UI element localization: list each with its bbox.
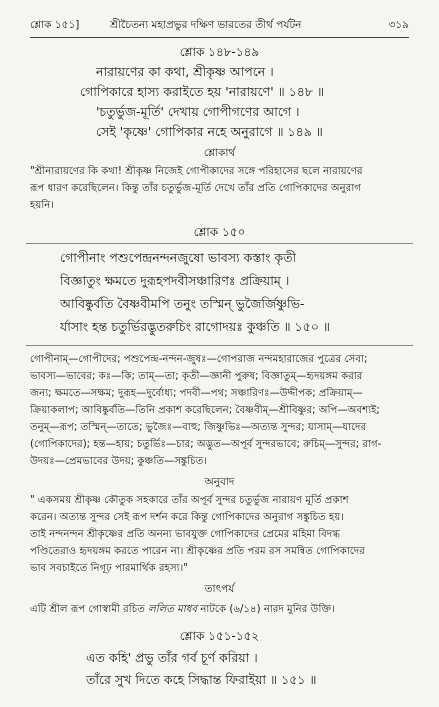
running-header [30,18,409,34]
verse-number: শ্লোক ১৫১-১৫২ [179,629,260,643]
translation-heading: অনুবাদ [204,476,235,488]
verse-number: শ্লোক ১৫০ [193,225,246,239]
sanskrit-line: বিজ্ঞাতুং ক্ষমতে দুরূহপদবীসঞ্চারিণঃ প্রক্রিয়াম্ । [60,273,290,288]
sanskrit-line: আবিষ্কুর্বতি বৈষ্ণবীমপি তনুং তস্মিন্ ভুজৈর্জিষ্ণুভি- [60,296,305,311]
synonym-line: উদয়ঃ—প্রেমভাবের উদয়; কুঞ্চতি—সঙ্কুচিত। [30,456,207,467]
translation-line: তাই নন্দনন্দন শ্রীকৃষ্ণের প্রতি অনন্য ভাবযুক্ত গোপিকাদের প্রেমের মহিমা বিদগ্ধ [30,529,341,540]
purport-text [30,602,409,619]
purport-text-after: নাটকে (৬/১৪) নারদ মুনির উক্তি। [197,604,335,615]
verse-line: এত কহি' প্রভু তাঁর গর্ব চূর্ণ করিয়া । [86,650,258,665]
verse-line: 'চতুর্ভুজ-মূর্তি' দেখায় গোপীগণের আগে । [96,104,300,119]
header-divider [30,37,409,38]
purport-text-before: এটি শ্রীল রূপ গোস্বামী রচিত [30,604,149,615]
translation-line: "শ্রীনারায়ণের কি কথা! শ্রীকৃষ্ণ নিজেই গোপীকাদের সঙ্গে পরিহাসের ছলে নারায়ণের [30,166,363,177]
translation-heading: শ্লোকার্থ [203,147,236,159]
synonym-line: তনুম্—রূপ; তস্মিন্—তাতে; ভুজৈঃ—বাহু; জিষ্ণুভিঃ—অত্যন্ত সুন্দর; যাসাম্—যাদের [30,422,367,433]
translation-line: রূপ ধারণ করেছিলেন। কিন্তু তাঁর চতুর্ভুজ-মূর্তি দেখে তাঁর প্রতি গোপিকাদের অনুরাগ [30,183,361,194]
translation-line: হয়নি। [30,200,54,211]
sanskrit-line: গোপীনাং পশুপেন্দ্রনন্দনজুষো ভাবস্য কস্তাং কৃতী [60,250,297,265]
translation-line: " একসময় শ্রীকৃষ্ণ কৌতুক সহকারে তাঁর অপূর্ব সুন্দর চতুর্ভুজ নারায়ণ মূর্তি প্রকাশ [30,495,349,506]
verse-number: শ্লোক ১৪৮-১৪৯ [179,45,260,59]
purport-heading: তাৎপর্য [204,583,235,595]
verse-line: গোপিকারে হাস্য করাইতে হয় 'নারায়ণে' ॥ ১৪৮ ॥ [80,84,325,99]
synonym-line: জন্য; ক্ষমতে—সক্ষম; দুরূহ—দুর্বোধ্য; পদবী—পথ; সঞ্চারিণঃ—উদ্দীপক; প্রক্রিয়াম্— [30,388,363,399]
synonym-line: গোপীনাম্—গোপীদের; পশুপেন্দ্র-নন্দন-জুষঃ—গোপরাজ নন্দমহারাজের পুত্রের সেবা; [30,354,368,365]
translation-line: করেন। অত্যন্ত সুন্দর সেই রূপ দর্শন করে কিন্তু গোপিকাদের অনুরাগ সঙ্কুচিত হয়। [30,512,344,523]
translation-line: ভাব সবচাইতে নিগূঢ় পারমার্থিক রহস্য।" [30,563,188,574]
book-title: ললিত মাধব [148,604,198,615]
verse-line: তাঁরে সুখ দিতে কহে সিদ্ধান্ত ফিরাইয়া ॥ ১৫১ ॥ [86,672,317,687]
verse-line: নারায়ণের কা কথা, শ্রীকৃষ্ণ আপনে । [96,64,274,79]
synonym-line: ক্রিয়াকলাপ; আবিষ্কুর্বতি—তিনি প্রকাশ করেছিলেন; বৈষ্ণবীম্—শ্রীবিষ্ণুর; অপি—অবশ্যই; [30,405,380,416]
translation-line: পণ্ডিতেরাও হৃদয়ঙ্গম করতে পারেন না। শ্রীকৃষ্ণের প্রতি পরম রস সমন্বিত গোপিকাদের [30,546,365,557]
synonym-line: ভাবস্য—ভাবের; কঃ—কি; তাম্—তা; কৃতী—জ্ঞানী পুরুষ; বিজ্ঞাতুম্—হৃদয়ঙ্গম করার [30,371,363,382]
sanskrit-line: র্যাসাং হন্ত চতুর্ভিরদ্ভুতরুচিং রাগোদয়ঃ কুঞ্চতি ॥ ১৫০ ॥ [60,319,330,334]
verse-line: সেই 'কৃষ্ণে' গোপিকার নহে অনুরাগে ॥ ১৪৯ ॥ [96,124,323,139]
header-title: শ্রীচৈতন্য মহাপ্রভুর দক্ষিণ ভারতের তীর্থ পর্যটন [110,19,302,31]
page-number: ৩১৯ [388,19,409,31]
synonym-line: (গোপিকাদের); হন্ত—হায়; চতুর্ভিঃ—চার; অদ্ভুত—অপূর্ব সুন্দরভাবে; রুচিম্—সুন্দর; রাগ- [30,439,382,450]
header-verse-ref: শ্লোক ১৫১] [30,19,80,31]
